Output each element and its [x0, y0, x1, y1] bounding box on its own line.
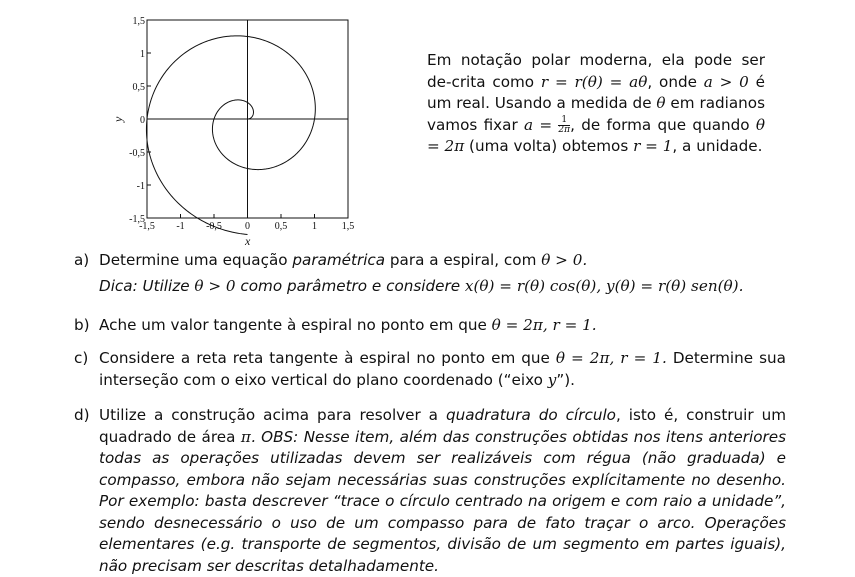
- item-label: d): [74, 406, 90, 424]
- question-item-d: [74, 405, 786, 577]
- item-body: [99, 348, 786, 391]
- item-text: , isto é, construir um quadrado de área: [99, 406, 786, 446]
- math-expression: θ > 0.: [541, 251, 588, 269]
- item-text: Ache um valor tangente à espiral no ponto em que: [99, 316, 492, 334]
- x-tick-label: 0: [245, 221, 250, 232]
- question-item-b: [74, 315, 786, 337]
- math-expression: θ > 0: [194, 276, 236, 295]
- math-expression: r = r(θ) = aθ: [540, 72, 648, 91]
- item-a-hint: [99, 276, 786, 298]
- item-emphasis: quadratura do círculo: [445, 406, 616, 424]
- side-text-part: é um real. Usando a medida de: [427, 72, 766, 112]
- x-tick-label: -1: [176, 221, 185, 232]
- spiral-plot: [110, 10, 375, 255]
- math-expression: r = 1: [633, 137, 673, 155]
- item-text: para a espiral, com: [385, 251, 542, 269]
- item-text: Considere a reta reta tangente à espiral no ponto em que: [99, 349, 556, 367]
- y-tick-label: 0,5: [132, 82, 145, 93]
- x-tick-label: 1: [312, 221, 317, 232]
- y-axis-label: y: [111, 116, 125, 122]
- math-expression: θ: [656, 94, 666, 112]
- hint-text: Dica: Utilize: [99, 276, 195, 295]
- fraction: [558, 116, 570, 135]
- side-text-part: em radianos vamos fixar: [427, 94, 765, 134]
- y-tick-label: 1: [140, 49, 145, 60]
- math-expression: π.: [240, 427, 256, 446]
- y-tick-labels: [129, 16, 145, 225]
- side-text-part: , onde: [647, 72, 704, 91]
- x-tick-labels: [139, 221, 354, 232]
- x-tick-label: -1,5: [139, 221, 155, 232]
- spiral-curve: [146, 36, 315, 235]
- question-item-a: [74, 250, 786, 297]
- y-tick-label: -1: [136, 181, 145, 192]
- item-text: Determine sua interseção com o eixo vertical do plano coordenado (“eixo: [99, 349, 786, 389]
- y-tick-label: 0: [140, 115, 145, 126]
- spiral-description: [427, 50, 765, 158]
- item-text: Utilize a construção acima para resolver a: [99, 406, 446, 424]
- item-body: [99, 315, 786, 337]
- y-tick-label: 1,5: [132, 16, 145, 27]
- item-body: [99, 405, 786, 577]
- math-expression: x(θ) = r(θ) cos(θ), y(θ) = r(θ) sen(θ).: [464, 276, 744, 295]
- obs-text: OBS: Nesse item, além das construções obtidas nos itens anteriores todas as operações utilizadas devem ser realizáveis com régua (não graduada) e compasso, embora não sejam necessárias suas construções explícitamente no desenho. Por exemplo: basta descrever “trace o círculo centrado na origem e com raio a unidade”, sendo desnecessário o uso de um compasso para de fato traçar o arco. Operações elementares (e.g. transporte de segmentos, divisão de um segmento em partes iguais), não precisam ser descritas detalhadamente.: [99, 427, 786, 575]
- x-tick-label: -0,5: [206, 221, 222, 232]
- item-text: ”).: [556, 370, 575, 389]
- y-tick-label: -1,5: [129, 214, 145, 225]
- fraction-denominator: 2π: [558, 124, 571, 135]
- math-expression: a =: [524, 115, 553, 134]
- x-tick-label: 1,5: [341, 221, 355, 232]
- item-a-line: [99, 250, 786, 272]
- item-label: c): [74, 349, 89, 367]
- side-text-part: , de forma que quando: [570, 115, 756, 134]
- fraction-numerator: 1: [558, 116, 570, 126]
- item-emphasis: paramétrica: [292, 251, 386, 269]
- side-text-part: (uma volta) obtemos: [464, 137, 634, 155]
- question-item-c: [74, 348, 786, 391]
- side-text-part: , a unidade.: [672, 137, 763, 155]
- item-body: [99, 250, 786, 297]
- side-text-part: Em notação polar moderna, ela pode ser de-crita como: [427, 51, 765, 91]
- hint-text: como parâmetro e considere: [235, 276, 465, 295]
- item-label: b): [74, 316, 90, 334]
- x-tick-label: 0,5: [274, 221, 288, 232]
- spiral-plot-svg: [110, 10, 375, 255]
- math-expression: θ = 2π: [427, 115, 766, 155]
- math-expression: θ = 2π, r = 1.: [555, 349, 667, 367]
- math-expression: y: [547, 370, 557, 389]
- math-expression: a > 0: [703, 72, 749, 91]
- item-label: a): [74, 251, 90, 269]
- y-tick-label: -0,5: [129, 148, 145, 159]
- x-axis-label: x: [245, 234, 251, 248]
- item-text: Determine uma equação: [99, 251, 293, 269]
- math-expression: θ = 2π, r = 1.: [491, 316, 597, 334]
